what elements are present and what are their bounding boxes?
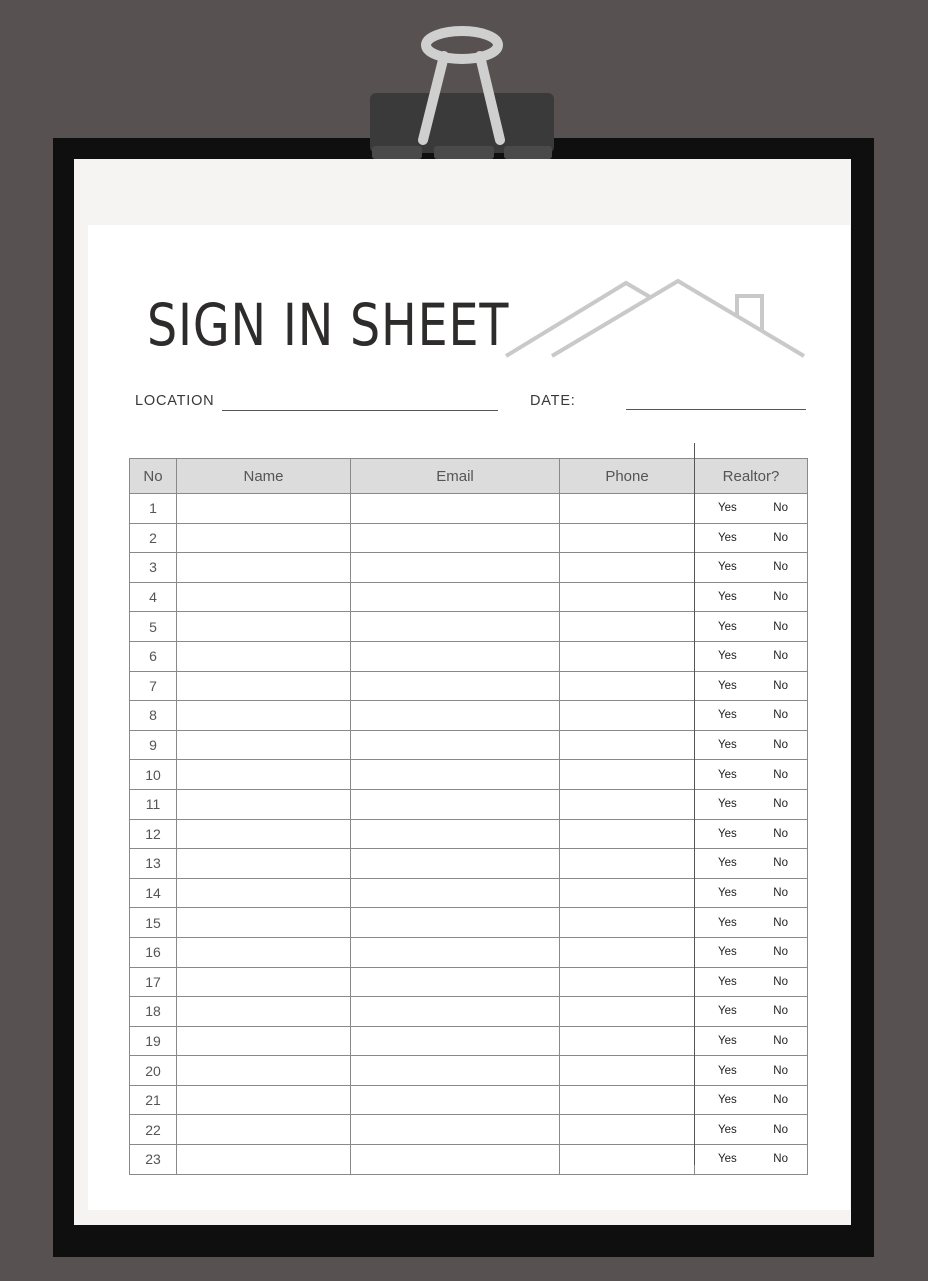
realtor-cell — [695, 701, 808, 731]
realtor-yes-option[interactable]: Yes — [718, 679, 737, 692]
row-number: 17 — [130, 967, 177, 997]
realtor-no-option[interactable]: No — [773, 531, 788, 544]
name-cell[interactable] — [177, 937, 351, 967]
name-cell[interactable] — [177, 671, 351, 701]
name-cell[interactable] — [177, 819, 351, 849]
table-row — [130, 553, 808, 583]
realtor-cell — [695, 997, 808, 1027]
page-title: SIGN IN SHEET — [147, 291, 510, 359]
name-cell[interactable] — [177, 641, 351, 671]
email-cell[interactable] — [351, 612, 560, 642]
realtor-yes-option[interactable]: Yes — [718, 709, 737, 722]
email-cell[interactable] — [351, 1145, 560, 1175]
realtor-cell — [695, 849, 808, 879]
phone-cell[interactable] — [560, 760, 695, 790]
house-roof-icon — [500, 275, 810, 365]
name-cell[interactable] — [177, 878, 351, 908]
email-cell[interactable] — [351, 494, 560, 524]
realtor-cell — [695, 937, 808, 967]
realtor-yes-option[interactable]: Yes — [718, 1153, 737, 1166]
realtor-no-option[interactable]: No — [773, 1123, 788, 1136]
phone-cell[interactable] — [560, 967, 695, 997]
sign-in-table — [129, 458, 808, 1175]
realtor-no-option[interactable]: No — [773, 1005, 788, 1018]
table-row — [130, 701, 808, 731]
realtor-no-option[interactable]: No — [773, 1094, 788, 1107]
email-cell[interactable] — [351, 878, 560, 908]
name-cell[interactable] — [177, 1026, 351, 1056]
realtor-no-option[interactable]: No — [773, 798, 788, 811]
realtor-yes-option[interactable]: Yes — [718, 887, 737, 900]
name-cell[interactable] — [177, 908, 351, 938]
row-number: 12 — [130, 819, 177, 849]
name-cell[interactable] — [177, 997, 351, 1027]
email-cell[interactable] — [351, 1026, 560, 1056]
realtor-yes-option[interactable]: Yes — [718, 1123, 737, 1136]
phone-cell[interactable] — [560, 789, 695, 819]
realtor-no-option[interactable]: No — [773, 857, 788, 870]
realtor-cell — [695, 1085, 808, 1115]
column-header-email: Email — [351, 459, 560, 494]
row-number: 16 — [130, 937, 177, 967]
realtor-yes-option[interactable]: Yes — [718, 1094, 737, 1107]
table-row — [130, 849, 808, 879]
table-row — [130, 1145, 808, 1175]
row-number: 21 — [130, 1085, 177, 1115]
realtor-cell — [695, 523, 808, 553]
table-row — [130, 523, 808, 553]
name-cell[interactable] — [177, 967, 351, 997]
name-cell[interactable] — [177, 582, 351, 612]
row-number: 4 — [130, 582, 177, 612]
realtor-cell — [695, 1026, 808, 1056]
realtor-yes-option[interactable]: Yes — [718, 591, 737, 604]
phone-cell[interactable] — [560, 1115, 695, 1145]
phone-cell[interactable] — [560, 553, 695, 583]
phone-cell[interactable] — [560, 1085, 695, 1115]
realtor-no-option[interactable]: No — [773, 739, 788, 752]
table-row — [130, 760, 808, 790]
phone-cell[interactable] — [560, 671, 695, 701]
row-number: 23 — [130, 1145, 177, 1175]
email-cell[interactable] — [351, 701, 560, 731]
realtor-no-option[interactable]: No — [773, 709, 788, 722]
row-number: 13 — [130, 849, 177, 879]
realtor-cell — [695, 1115, 808, 1145]
row-number: 7 — [130, 671, 177, 701]
row-number: 22 — [130, 1115, 177, 1145]
realtor-no-option[interactable]: No — [773, 946, 788, 959]
email-cell[interactable] — [351, 997, 560, 1027]
phone-cell[interactable] — [560, 878, 695, 908]
realtor-no-option[interactable]: No — [773, 1034, 788, 1047]
phone-cell[interactable] — [560, 908, 695, 938]
row-number: 9 — [130, 730, 177, 760]
name-cell[interactable] — [177, 730, 351, 760]
realtor-yes-option[interactable]: Yes — [718, 1064, 737, 1077]
realtor-cell — [695, 494, 808, 524]
name-cell[interactable] — [177, 612, 351, 642]
row-number: 8 — [130, 701, 177, 731]
email-cell[interactable] — [351, 582, 560, 612]
realtor-cell — [695, 582, 808, 612]
email-cell[interactable] — [351, 523, 560, 553]
name-cell[interactable] — [177, 789, 351, 819]
table-row — [130, 1115, 808, 1145]
column-header-name: Name — [177, 459, 351, 494]
phone-cell[interactable] — [560, 1056, 695, 1086]
realtor-cell — [695, 760, 808, 790]
realtor-no-option[interactable]: No — [773, 620, 788, 633]
row-number: 15 — [130, 908, 177, 938]
realtor-no-option[interactable]: No — [773, 916, 788, 929]
realtor-no-option[interactable]: No — [773, 827, 788, 840]
row-number: 11 — [130, 789, 177, 819]
table-row — [130, 494, 808, 524]
column-header-no: No — [130, 459, 177, 494]
row-number: 5 — [130, 612, 177, 642]
phone-cell[interactable] — [560, 641, 695, 671]
email-cell[interactable] — [351, 908, 560, 938]
location-field[interactable] — [222, 410, 498, 411]
realtor-cell — [695, 641, 808, 671]
email-cell[interactable] — [351, 553, 560, 583]
realtor-no-option[interactable]: No — [773, 887, 788, 900]
email-cell[interactable] — [351, 967, 560, 997]
realtor-yes-option[interactable]: Yes — [718, 857, 737, 870]
name-cell[interactable] — [177, 553, 351, 583]
name-cell[interactable] — [177, 494, 351, 524]
realtor-no-option[interactable]: No — [773, 561, 788, 574]
table-row — [130, 1056, 808, 1086]
realtor-yes-option[interactable]: Yes — [718, 1005, 737, 1018]
column-header-phone: Phone — [560, 459, 695, 494]
row-number: 18 — [130, 997, 177, 1027]
phone-cell[interactable] — [560, 1026, 695, 1056]
name-cell[interactable] — [177, 523, 351, 553]
email-cell[interactable] — [351, 760, 560, 790]
email-cell[interactable] — [351, 819, 560, 849]
phone-cell[interactable] — [560, 494, 695, 524]
location-label: LOCATION — [135, 393, 215, 409]
phone-cell[interactable] — [560, 1145, 695, 1175]
realtor-yes-option[interactable]: Yes — [718, 739, 737, 752]
phone-cell[interactable] — [560, 582, 695, 612]
email-cell[interactable] — [351, 937, 560, 967]
table-header-row — [130, 459, 808, 494]
email-cell[interactable] — [351, 1056, 560, 1086]
table-row — [130, 1026, 808, 1056]
realtor-cell — [695, 671, 808, 701]
email-cell[interactable] — [351, 849, 560, 879]
table-row — [130, 819, 808, 849]
realtor-cell — [695, 553, 808, 583]
name-cell[interactable] — [177, 1085, 351, 1115]
name-cell[interactable] — [177, 760, 351, 790]
email-cell[interactable] — [351, 789, 560, 819]
name-cell[interactable] — [177, 1056, 351, 1086]
realtor-yes-option[interactable]: Yes — [718, 768, 737, 781]
realtor-yes-option[interactable]: Yes — [718, 827, 737, 840]
email-cell[interactable] — [351, 1115, 560, 1145]
phone-cell[interactable] — [560, 730, 695, 760]
realtor-no-option[interactable]: No — [773, 679, 788, 692]
realtor-no-option[interactable]: No — [773, 591, 788, 604]
realtor-no-option[interactable]: No — [773, 975, 788, 988]
realtor-yes-option[interactable]: Yes — [718, 502, 737, 515]
realtor-column-divider — [694, 443, 695, 1165]
realtor-yes-option[interactable]: Yes — [718, 798, 737, 811]
name-cell[interactable] — [177, 1115, 351, 1145]
email-cell[interactable] — [351, 1085, 560, 1115]
realtor-no-option[interactable]: No — [773, 1064, 788, 1077]
table-row — [130, 671, 808, 701]
realtor-cell — [695, 1145, 808, 1175]
phone-cell[interactable] — [560, 701, 695, 731]
realtor-cell — [695, 730, 808, 760]
realtor-yes-option[interactable]: Yes — [718, 620, 737, 633]
table-row — [130, 612, 808, 642]
realtor-no-option[interactable]: No — [773, 502, 788, 515]
name-cell[interactable] — [177, 701, 351, 731]
realtor-cell — [695, 908, 808, 938]
realtor-cell — [695, 878, 808, 908]
realtor-no-option[interactable]: No — [773, 768, 788, 781]
date-label: DATE: — [530, 393, 576, 409]
realtor-cell — [695, 1056, 808, 1086]
row-number: 19 — [130, 1026, 177, 1056]
email-cell[interactable] — [351, 671, 560, 701]
row-number: 10 — [130, 760, 177, 790]
date-field[interactable] — [626, 409, 806, 410]
phone-cell[interactable] — [560, 997, 695, 1027]
table-row — [130, 878, 808, 908]
row-number: 6 — [130, 641, 177, 671]
realtor-yes-option[interactable]: Yes — [718, 1034, 737, 1047]
phone-cell[interactable] — [560, 819, 695, 849]
row-number: 20 — [130, 1056, 177, 1086]
row-number: 3 — [130, 553, 177, 583]
realtor-yes-option[interactable]: Yes — [718, 650, 737, 663]
phone-cell[interactable] — [560, 849, 695, 879]
table-row — [130, 937, 808, 967]
table-row — [130, 789, 808, 819]
realtor-cell — [695, 967, 808, 997]
table-row — [130, 582, 808, 612]
table-row — [130, 997, 808, 1027]
realtor-cell — [695, 819, 808, 849]
realtor-yes-option[interactable]: Yes — [718, 946, 737, 959]
column-header-realtor: Realtor? — [695, 459, 808, 494]
realtor-no-option[interactable]: No — [773, 1153, 788, 1166]
realtor-cell — [695, 789, 808, 819]
table-row — [130, 967, 808, 997]
table-row — [130, 641, 808, 671]
phone-cell[interactable] — [560, 612, 695, 642]
table-row — [130, 908, 808, 938]
phone-cell[interactable] — [560, 523, 695, 553]
realtor-yes-option[interactable]: Yes — [718, 531, 737, 544]
row-number: 1 — [130, 494, 177, 524]
row-number: 14 — [130, 878, 177, 908]
realtor-cell — [695, 612, 808, 642]
realtor-yes-option[interactable]: Yes — [718, 916, 737, 929]
row-number: 2 — [130, 523, 177, 553]
realtor-no-option[interactable]: No — [773, 650, 788, 663]
name-cell[interactable] — [177, 849, 351, 879]
name-cell[interactable] — [177, 1145, 351, 1175]
table-row — [130, 730, 808, 760]
email-cell[interactable] — [351, 730, 560, 760]
table-row — [130, 1085, 808, 1115]
email-cell[interactable] — [351, 641, 560, 671]
realtor-yes-option[interactable]: Yes — [718, 561, 737, 574]
phone-cell[interactable] — [560, 937, 695, 967]
realtor-yes-option[interactable]: Yes — [718, 975, 737, 988]
